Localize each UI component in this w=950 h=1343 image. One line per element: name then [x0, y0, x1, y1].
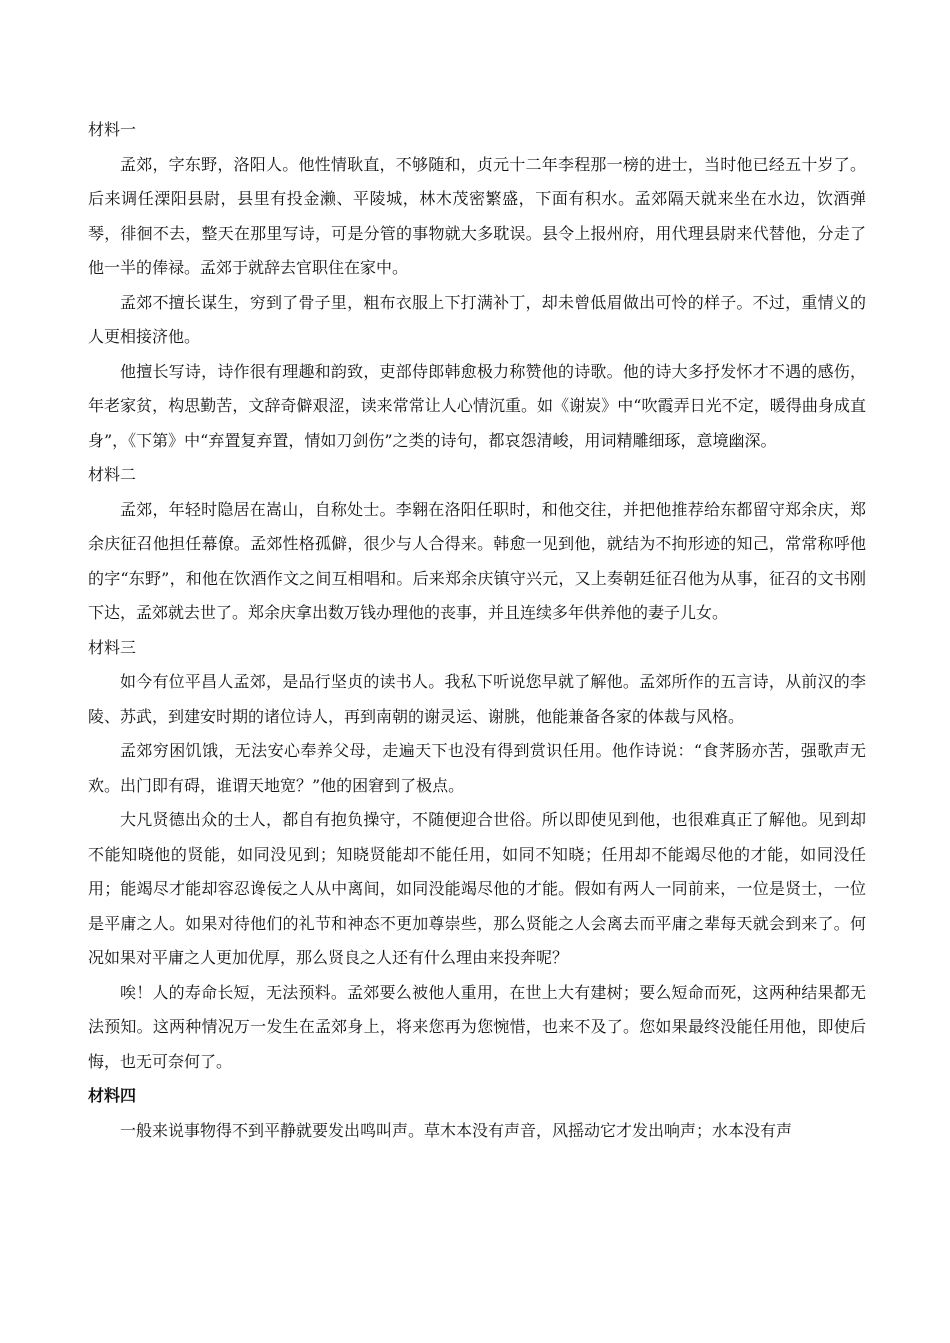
- material-1-paragraph-1: 孟郊，字东野，洛阳人。他性情耿直，不够随和，贞元十二年李程那一榜的进士，当时他已经五十岁了。后来调任溧阳县尉，县里有投金濑、平陵城，林木茂密繁盛，下面有积水。孟郊隔天就来坐在水边，饮酒弹琴，徘徊不去，整天在那里写诗，可是分管的事物就大多耽误。县令上报州府，用代理县尉来代替他，分走了他一半的俸禄。孟郊于就辞去官职住在家中。: [88, 154, 866, 277]
- material-3-paragraph-2: 孟郊穷困饥饿，无法安心奉养父母，走遍天下也没有得到赏识任用。他作诗说：“食荠肠亦苦，强歌声无欢。出门即有碍，谁谓天地宽？”他的困窘到了极点。: [88, 741, 866, 795]
- material-3-heading: 材料三: [88, 637, 137, 657]
- material-1-heading: 材料一: [88, 120, 137, 139]
- material-2-paragraph-1: 孟郊，年轻时隐居在嵩山，自称处士。李翱在洛阳任职时，和他交往，并把他推荐给东都留守郑余庆，郑余庆征召他担任幕僚。孟郊性格孤僻，很少与人合得来。韩愈一见到他，就结为不拘形迹的知己，常常称呼他的字“东野”，和他在饮酒作文之间互相唱和。后来郑余庆镇守兴元，又上奏朝廷征召他为从事，征召的文书刚下达，孟郊就去世了。郑余庆拿出数万钱办理他的丧事，并且连续多年供养他的妻子儿女。: [88, 499, 866, 622]
- material-2-heading: 材料二: [88, 465, 137, 484]
- document-body: [88, 113, 866, 1148]
- material-3-paragraph-1: 如今有位平昌人孟郊，是品行坚贞的读书人。我私下听说您早就了解他。孟郊所作的五言诗，从前汉的李陵、苏武，到建安时期的诸位诗人，再到南朝的谢灵运、谢朓，他能兼备各家的体裁与风格。: [88, 672, 866, 726]
- material-1-paragraph-3: 他擅长写诗，诗作很有理趣和韵致，吏部侍郎韩愈极力称赞他的诗歌。他的诗大多抒发怀才不遇的感伤，年老家贫，构思勤苦，文辞奇僻艰涩，读来常常让人心情沉重。如《谢炭》中“吹霞弄日光不定，暖得曲身成直身”，《下第》中“弃置复弃置，情如刀剑伤”之类的诗句，都哀怨清峻，用词精雕细琢，意境幽深。: [88, 361, 866, 450]
- material-3-paragraph-3: 大凡贤德出众的士人，都自有抱负操守，不随便迎合世俗。所以即使见到他，也很难真正了解他。见到却不能知晓他的贤能，如同没见到；知晓贤能却不能任用，如同不知晓；任用却不能竭尽他的才能，如同没任用；能竭尽才能却容忍谗佞之人从中离间，如同没能竭尽他的才能。假如有两人一同前来，一位是贤士，一位是平庸之人。如果对待他们的礼节和神态不更加尊崇些，那么贤能之人会离去而平庸之辈每天就会到来了。何况如果对平庸之人更加优厚，那么贤良之人还有什么理由来投奔呢？: [88, 810, 866, 967]
- material-3-paragraph-4: 唉！人的寿命长短，无法预料。孟郊要么被他人重用，在世上大有建树；要么短命而死，这两种结果都无法预知。这两种情况万一发生在孟郊身上，将来您再为您惋惜，也来不及了。您如果最终没能任用他，即使后悔，也无可奈何了。: [88, 982, 866, 1071]
- material-4-paragraph-1: 一般来说事物得不到平静就要发出鸣叫声。草木本没有声音，风摇动它才发出响声；水本没有声: [120, 1120, 793, 1140]
- material-1-paragraph-2: 孟郊不擅长谋生，穷到了骨子里，粗布衣服上下打满补丁，却未曾低眉做出可怜的样子。不过，重情义的人更相接济他。: [88, 292, 866, 346]
- material-4-heading: 材料四: [88, 1086, 137, 1105]
